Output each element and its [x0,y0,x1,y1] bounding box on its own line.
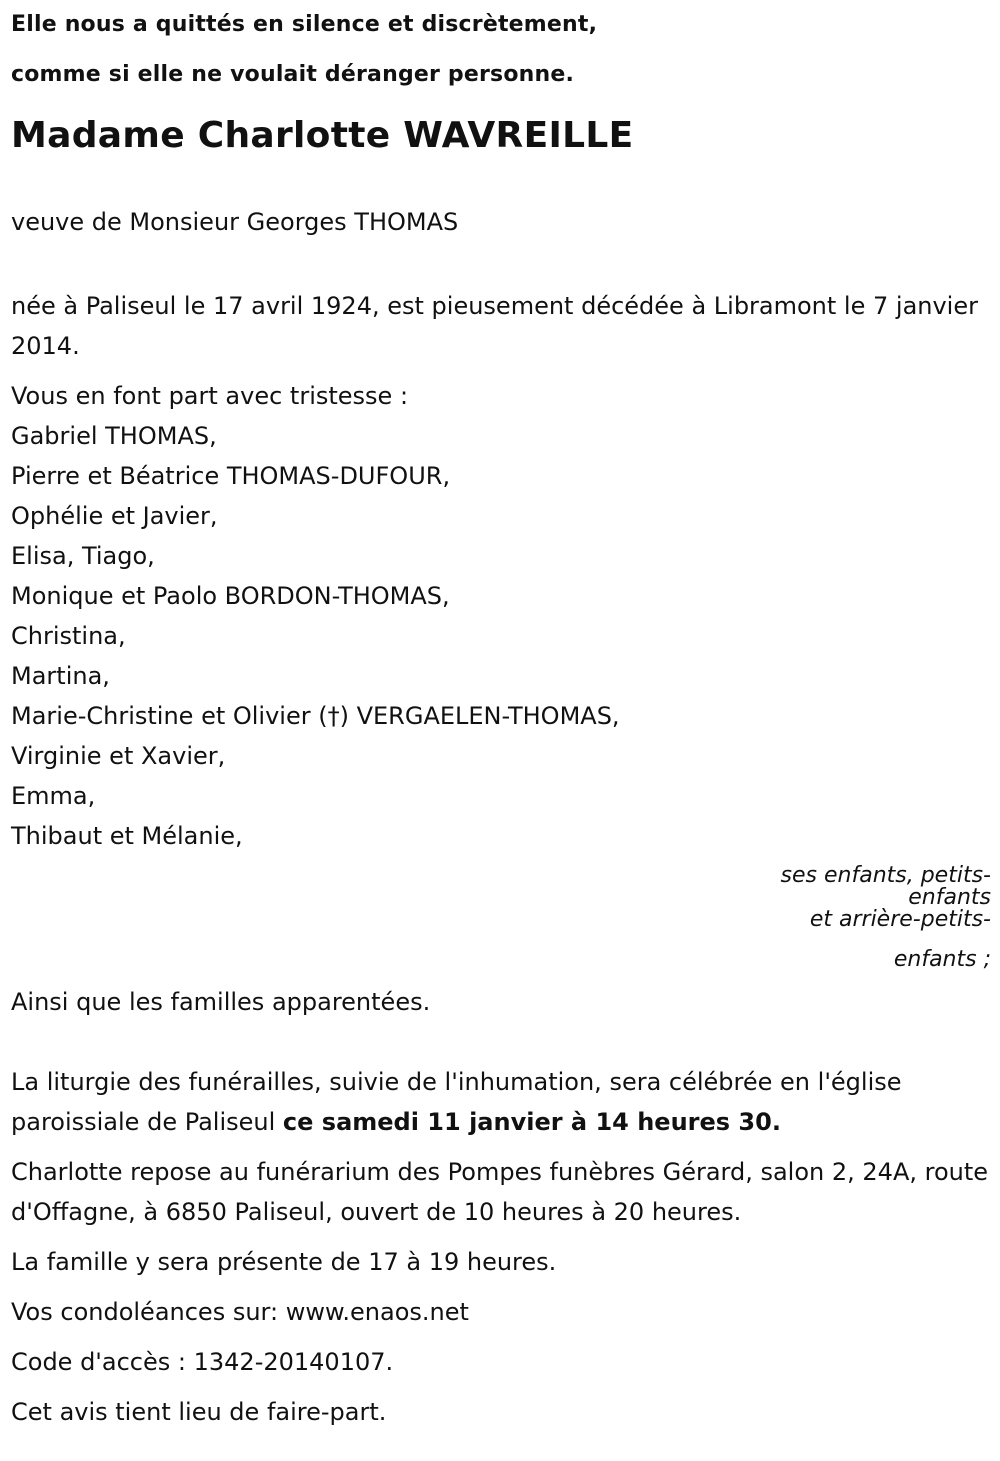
family-relation-caption [11,856,991,980]
family-member: Marie-Christine et Olivier (†) VERGAELEN-THOMAS, [11,702,620,730]
deceased-name: Madame Charlotte WAVREILLE [11,115,634,156]
liturgy-text: La liturgie des funérailles, suivie de l'inhumation, sera célébrée en l'église paroissiale de Paliseul [11,1068,902,1136]
family-member: Emma, [11,782,96,810]
family-presence: La famille y sera présente de 17 à 19 heures. [11,1248,557,1276]
condolences-link: Vos condoléances sur: www.enaos.net [11,1298,469,1326]
relation-line-3: et arrière-petits- [809,907,991,932]
funeral-liturgy [11,1062,991,1142]
intro-quote [11,0,991,100]
relation-line-2: enfants [908,885,991,910]
family-member: Gabriel THOMAS, [11,422,217,450]
family-member: Christina, [11,622,126,650]
widow-of: veuve de Monsieur Georges THOMAS [11,208,459,236]
intro-line-2: comme si elle ne voulait déranger personne. [11,62,575,87]
family-member: Thibaut et Mélanie, [11,822,243,850]
family-member: Monique et Paolo BORDON-THOMAS, [11,582,450,610]
family-member: Elisa, Tiago, [11,542,155,570]
notice-line: Cet avis tient lieu de faire-part. [11,1398,387,1426]
relatives-line: Ainsi que les familles apparentées. [11,988,431,1016]
birth-death-info: née à Paliseul le 17 avril 1924, est pieusement décédée à Libramont le 7 janvier 2014. [11,292,978,360]
family-member: Virginie et Xavier, [11,742,226,770]
family-member: Ophélie et Javier, [11,502,218,530]
liturgy-datetime: ce samedi 11 janvier à 14 heures 30. [282,1108,781,1136]
relation-line-4: enfants ; [893,947,991,972]
announce-line: Vous en font part avec tristesse : [11,382,409,410]
family-list [11,416,991,856]
repose-info: Charlotte repose au funérarium des Pompes funèbres Gérard, salon 2, 24A, route d'Offagne, à 6850 Paliseul, ouvert de 10 heures à 20 heures. [11,1158,989,1226]
access-code: Code d'accès : 1342-20140107. [11,1348,394,1376]
relation-line-1: ses enfants, petits- [780,863,991,888]
family-member: Pierre et Béatrice THOMAS-DUFOUR, [11,462,451,490]
obituary-notice [11,0,991,1432]
family-member: Martina, [11,662,110,690]
intro-line-1: Elle nous a quittés en silence et discrètement, [11,12,598,37]
